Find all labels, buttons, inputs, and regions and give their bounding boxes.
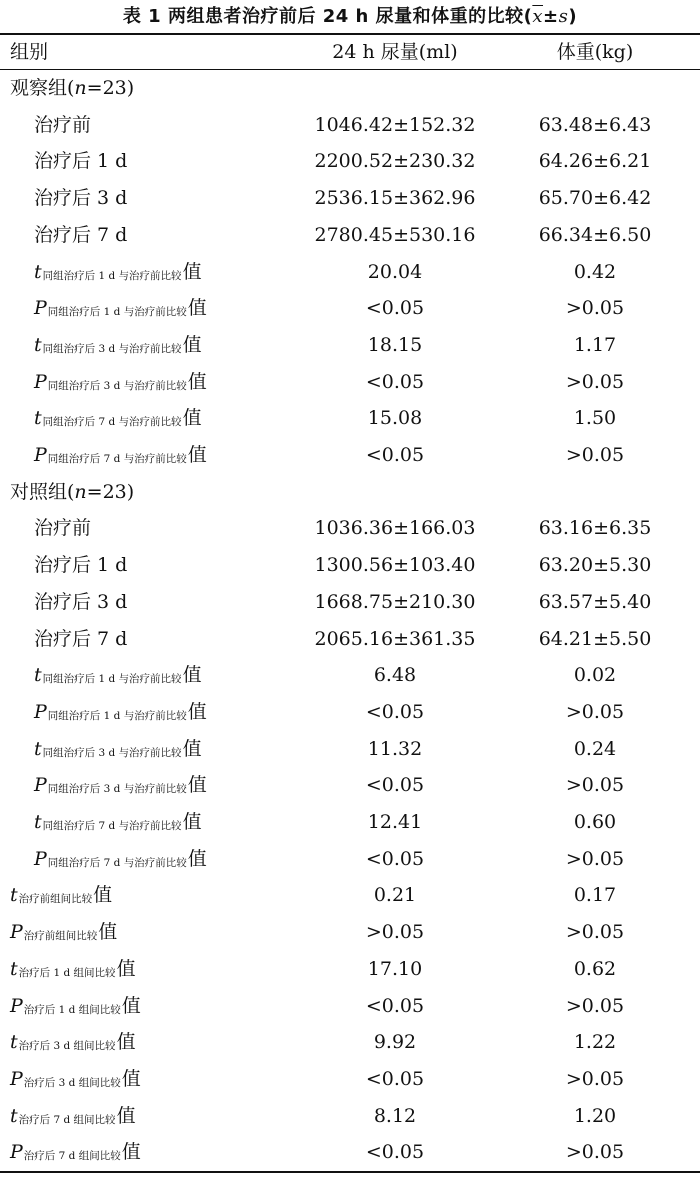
stat-symbol: t [34, 407, 42, 430]
row-label [34, 290, 207, 331]
row-label [34, 510, 91, 547]
weight-value: 0.17 [573, 884, 617, 907]
weight-value: 63.48±6.43 [538, 113, 652, 136]
urine-value: <0.05 [365, 370, 425, 393]
urine-value: 1668.75±210.30 [314, 590, 476, 613]
urine-value: <0.05 [365, 774, 425, 797]
stat-symbol: P [34, 774, 47, 797]
title-s: s [558, 6, 569, 27]
table-title [0, 2, 700, 32]
weight-value: 63.57±5.40 [538, 590, 652, 613]
urine-value: <0.05 [365, 1067, 425, 1090]
stat-suffix: 值 [121, 1141, 141, 1164]
row-label [34, 767, 207, 808]
table-row [0, 547, 700, 584]
header-group: 组别 [10, 41, 49, 63]
table-row [0, 951, 700, 988]
time-label: 治疗前 [34, 113, 92, 136]
table-row [0, 364, 700, 401]
group-n-value: =23) [86, 480, 135, 503]
row-label [34, 584, 127, 621]
title-xbar: $\overline{x}$ [532, 6, 544, 27]
urine-value: <0.05 [365, 1141, 425, 1164]
stat-suffix: 值 [182, 664, 202, 687]
stat-subscript: 治疗后 7 d 组间比较 [23, 1150, 121, 1163]
stat-symbol: t [34, 333, 42, 356]
table-row [0, 143, 700, 180]
row-label [34, 621, 127, 658]
row-label [10, 988, 141, 1029]
stat-symbol: t [10, 884, 18, 907]
weight-value: 66.34±6.50 [538, 223, 652, 246]
table-row [0, 217, 700, 254]
stat-symbol: t [34, 811, 42, 833]
stat-subscript: 治疗后 3 d 组间比较 [23, 1076, 121, 1089]
row-label [34, 217, 127, 254]
urine-value: <0.05 [365, 297, 425, 320]
stat-subscript: 同组治疗后 1 d 与治疗前比较 [47, 306, 187, 319]
row-label [34, 694, 207, 735]
row-label [34, 364, 207, 405]
row-label [10, 951, 136, 992]
table-row [0, 584, 700, 621]
stat-subscript: 同组治疗后 7 d 与治疗前比较 [47, 856, 187, 869]
weight-value: 1.50 [573, 407, 617, 430]
weight-value: 65.70±6.42 [538, 187, 652, 210]
stat-suffix: 值 [187, 847, 207, 870]
stat-suffix: 值 [182, 811, 202, 833]
urine-value: 20.04 [367, 260, 423, 283]
table-row [0, 70, 700, 107]
stat-subscript: 同组治疗后 7 d 与治疗前比较 [42, 820, 182, 832]
group-label: 观察组( [10, 77, 75, 99]
stat-symbol: P [10, 994, 23, 1017]
urine-value: 2200.52±230.32 [314, 150, 476, 173]
table-row [0, 1098, 700, 1135]
row-label [10, 1134, 141, 1175]
stat-symbol: P [10, 1141, 23, 1164]
stat-subscript: 同组治疗后 3 d 与治疗前比较 [42, 342, 182, 355]
group-label: 对照组( [10, 480, 75, 503]
stat-symbol: P [34, 297, 47, 320]
row-label [34, 731, 202, 772]
row-label [34, 107, 91, 144]
stat-suffix: 值 [93, 884, 113, 907]
stat-subscript: 同组治疗后 3 d 与治疗前比较 [47, 379, 187, 392]
weight-value: 1.22 [573, 1031, 617, 1054]
stat-suffix: 值 [187, 444, 207, 466]
table-row [0, 474, 700, 511]
urine-value: 11.32 [367, 737, 423, 760]
stat-suffix: 值 [116, 1104, 136, 1127]
row-label [34, 547, 127, 584]
weight-value: 64.21±5.50 [538, 627, 652, 650]
weight-value: >0.05 [565, 297, 625, 320]
stat-symbol: P [34, 700, 47, 723]
title-pm: ± [543, 6, 559, 27]
urine-value: >0.05 [365, 921, 425, 944]
row-label [34, 180, 127, 217]
weight-value: 0.02 [573, 664, 617, 687]
urine-value: <0.05 [365, 847, 425, 870]
weight-value: 63.16±6.35 [538, 517, 652, 540]
weight-value: 1.20 [573, 1104, 617, 1127]
title-suffix: ) [568, 6, 578, 27]
table-row [0, 694, 700, 731]
time-label: 治疗前 [34, 517, 92, 540]
table-row [0, 804, 700, 841]
stat-subscript: 治疗后 1 d 组间比较 [18, 966, 116, 979]
stat-subscript: 治疗后 1 d 组间比较 [23, 1003, 121, 1016]
stat-suffix: 值 [187, 297, 207, 320]
table-row [0, 914, 700, 951]
row-label [10, 1061, 141, 1102]
weight-value: 1.17 [573, 333, 617, 356]
stat-suffix: 值 [187, 370, 207, 393]
stat-symbol: t [10, 1104, 18, 1127]
urine-value: 2780.45±530.16 [314, 223, 476, 246]
stat-symbol: P [10, 921, 23, 944]
row-label [10, 70, 134, 107]
urine-value: <0.05 [365, 444, 425, 466]
weight-value: >0.05 [565, 994, 625, 1017]
time-label: 治疗后 1 d [34, 150, 128, 173]
stat-suffix: 值 [187, 700, 207, 723]
urine-value: 12.41 [367, 811, 423, 833]
stat-symbol: t [34, 664, 42, 687]
table-row [0, 180, 700, 217]
time-label: 治疗后 1 d [34, 554, 128, 577]
row-label [34, 804, 202, 845]
weight-value: >0.05 [565, 847, 625, 870]
urine-value: 2536.15±362.96 [314, 187, 476, 210]
table-row [0, 510, 700, 547]
urine-value: 0.21 [373, 884, 417, 907]
row-label [34, 254, 202, 295]
stat-suffix: 值 [182, 737, 202, 760]
stat-symbol: t [10, 1031, 18, 1054]
table-row [0, 877, 700, 914]
weight-value: 63.20±5.30 [538, 554, 652, 577]
stat-subscript: 治疗前组间比较 [18, 893, 93, 906]
weight-value: 0.62 [573, 957, 617, 980]
row-label [34, 437, 207, 478]
weight-value: >0.05 [565, 921, 625, 944]
urine-value: 17.10 [367, 957, 423, 980]
time-label: 治疗后 3 d [34, 590, 128, 613]
table-row [0, 988, 700, 1025]
stat-subscript: 同组治疗后 1 d 与治疗前比较 [42, 269, 182, 282]
header-urine: 24 h 尿量(ml) [332, 41, 458, 63]
stat-suffix: 值 [182, 260, 202, 283]
weight-value: >0.05 [565, 1067, 625, 1090]
table-row [0, 841, 700, 878]
urine-value: 18.15 [367, 333, 423, 356]
stat-suffix: 值 [187, 774, 207, 797]
stat-suffix: 值 [182, 333, 202, 356]
table-row [0, 1024, 700, 1061]
stat-suffix: 值 [121, 1067, 141, 1090]
table-row [0, 327, 700, 364]
stat-suffix: 值 [116, 957, 136, 980]
table-row [0, 767, 700, 804]
stat-symbol: P [10, 1067, 23, 1090]
table-row [0, 657, 700, 694]
title-prefix: 表 1 两组患者治疗前后 24 h 尿量和体重的比较( [122, 6, 533, 27]
urine-value: 6.48 [373, 664, 417, 687]
row-label [10, 474, 134, 511]
stat-suffix: 值 [182, 407, 202, 430]
row-label [34, 841, 207, 882]
table-row [0, 290, 700, 327]
stat-symbol: t [10, 957, 18, 980]
table-row [0, 731, 700, 768]
table-row [0, 254, 700, 291]
row-label [10, 914, 117, 955]
stat-subscript: 同组治疗后 1 d 与治疗前比较 [47, 709, 187, 722]
table-row [0, 107, 700, 144]
time-label: 治疗后 7 d [34, 627, 128, 650]
weight-value: 64.26±6.21 [538, 150, 652, 173]
stat-symbol: t [34, 260, 42, 283]
stat-suffix: 值 [121, 994, 141, 1017]
time-label: 治疗后 3 d [34, 187, 128, 210]
urine-value: 8.12 [373, 1104, 417, 1127]
row-label [34, 143, 127, 180]
weight-value: >0.05 [565, 1141, 625, 1164]
weight-value: >0.05 [565, 370, 625, 393]
row-label [34, 657, 202, 698]
urine-value: 1300.56±103.40 [314, 554, 476, 577]
stat-subscript: 治疗后 7 d 组间比较 [18, 1113, 116, 1126]
table-row [0, 1134, 700, 1171]
row-label [10, 1098, 136, 1139]
urine-value: 1046.42±152.32 [314, 113, 476, 136]
weight-value: >0.05 [565, 444, 625, 466]
group-n-symbol: n [74, 77, 87, 99]
weight-value: 0.60 [573, 811, 617, 833]
table-row [0, 400, 700, 437]
table-row [0, 437, 700, 474]
row-label [10, 877, 112, 918]
stat-symbol: P [34, 444, 47, 466]
row-label [10, 1024, 136, 1065]
urine-value: 9.92 [373, 1031, 417, 1054]
stat-subscript: 同组治疗后 7 d 与治疗前比较 [47, 453, 187, 465]
time-label: 治疗后 7 d [34, 223, 128, 246]
table-row [0, 1061, 700, 1098]
row-label [34, 327, 202, 368]
weight-value: >0.05 [565, 700, 625, 723]
group-n-value: =23) [86, 77, 135, 99]
table-row [0, 621, 700, 658]
urine-value: 15.08 [367, 407, 423, 430]
urine-value: 1036.36±166.03 [314, 517, 476, 540]
stat-subscript: 治疗前组间比较 [23, 930, 98, 943]
group-n-symbol: n [74, 480, 87, 503]
stat-subscript: 同组治疗后 3 d 与治疗前比较 [42, 746, 182, 759]
stat-symbol: t [34, 737, 42, 760]
header-row [0, 34, 700, 70]
weight-value: 0.42 [573, 260, 617, 283]
bottom-rule [0, 1171, 700, 1173]
header-weight: 体重(kg) [556, 41, 634, 63]
stat-symbol: P [34, 370, 47, 393]
urine-value: <0.05 [365, 994, 425, 1017]
stat-subscript: 同组治疗后 3 d 与治疗前比较 [47, 783, 187, 796]
stat-suffix: 值 [116, 1031, 136, 1054]
stat-subscript: 同组治疗后 1 d 与治疗前比较 [42, 673, 182, 686]
urine-value: 2065.16±361.35 [314, 627, 476, 650]
urine-value: <0.05 [365, 700, 425, 723]
stat-symbol: P [34, 847, 47, 870]
row-label [34, 400, 202, 441]
stat-suffix: 值 [98, 921, 118, 944]
stat-subscript: 同组治疗后 7 d 与治疗前比较 [42, 416, 182, 429]
stat-subscript: 治疗后 3 d 组间比较 [18, 1040, 116, 1053]
weight-value: 0.24 [573, 737, 617, 760]
weight-value: >0.05 [565, 774, 625, 797]
